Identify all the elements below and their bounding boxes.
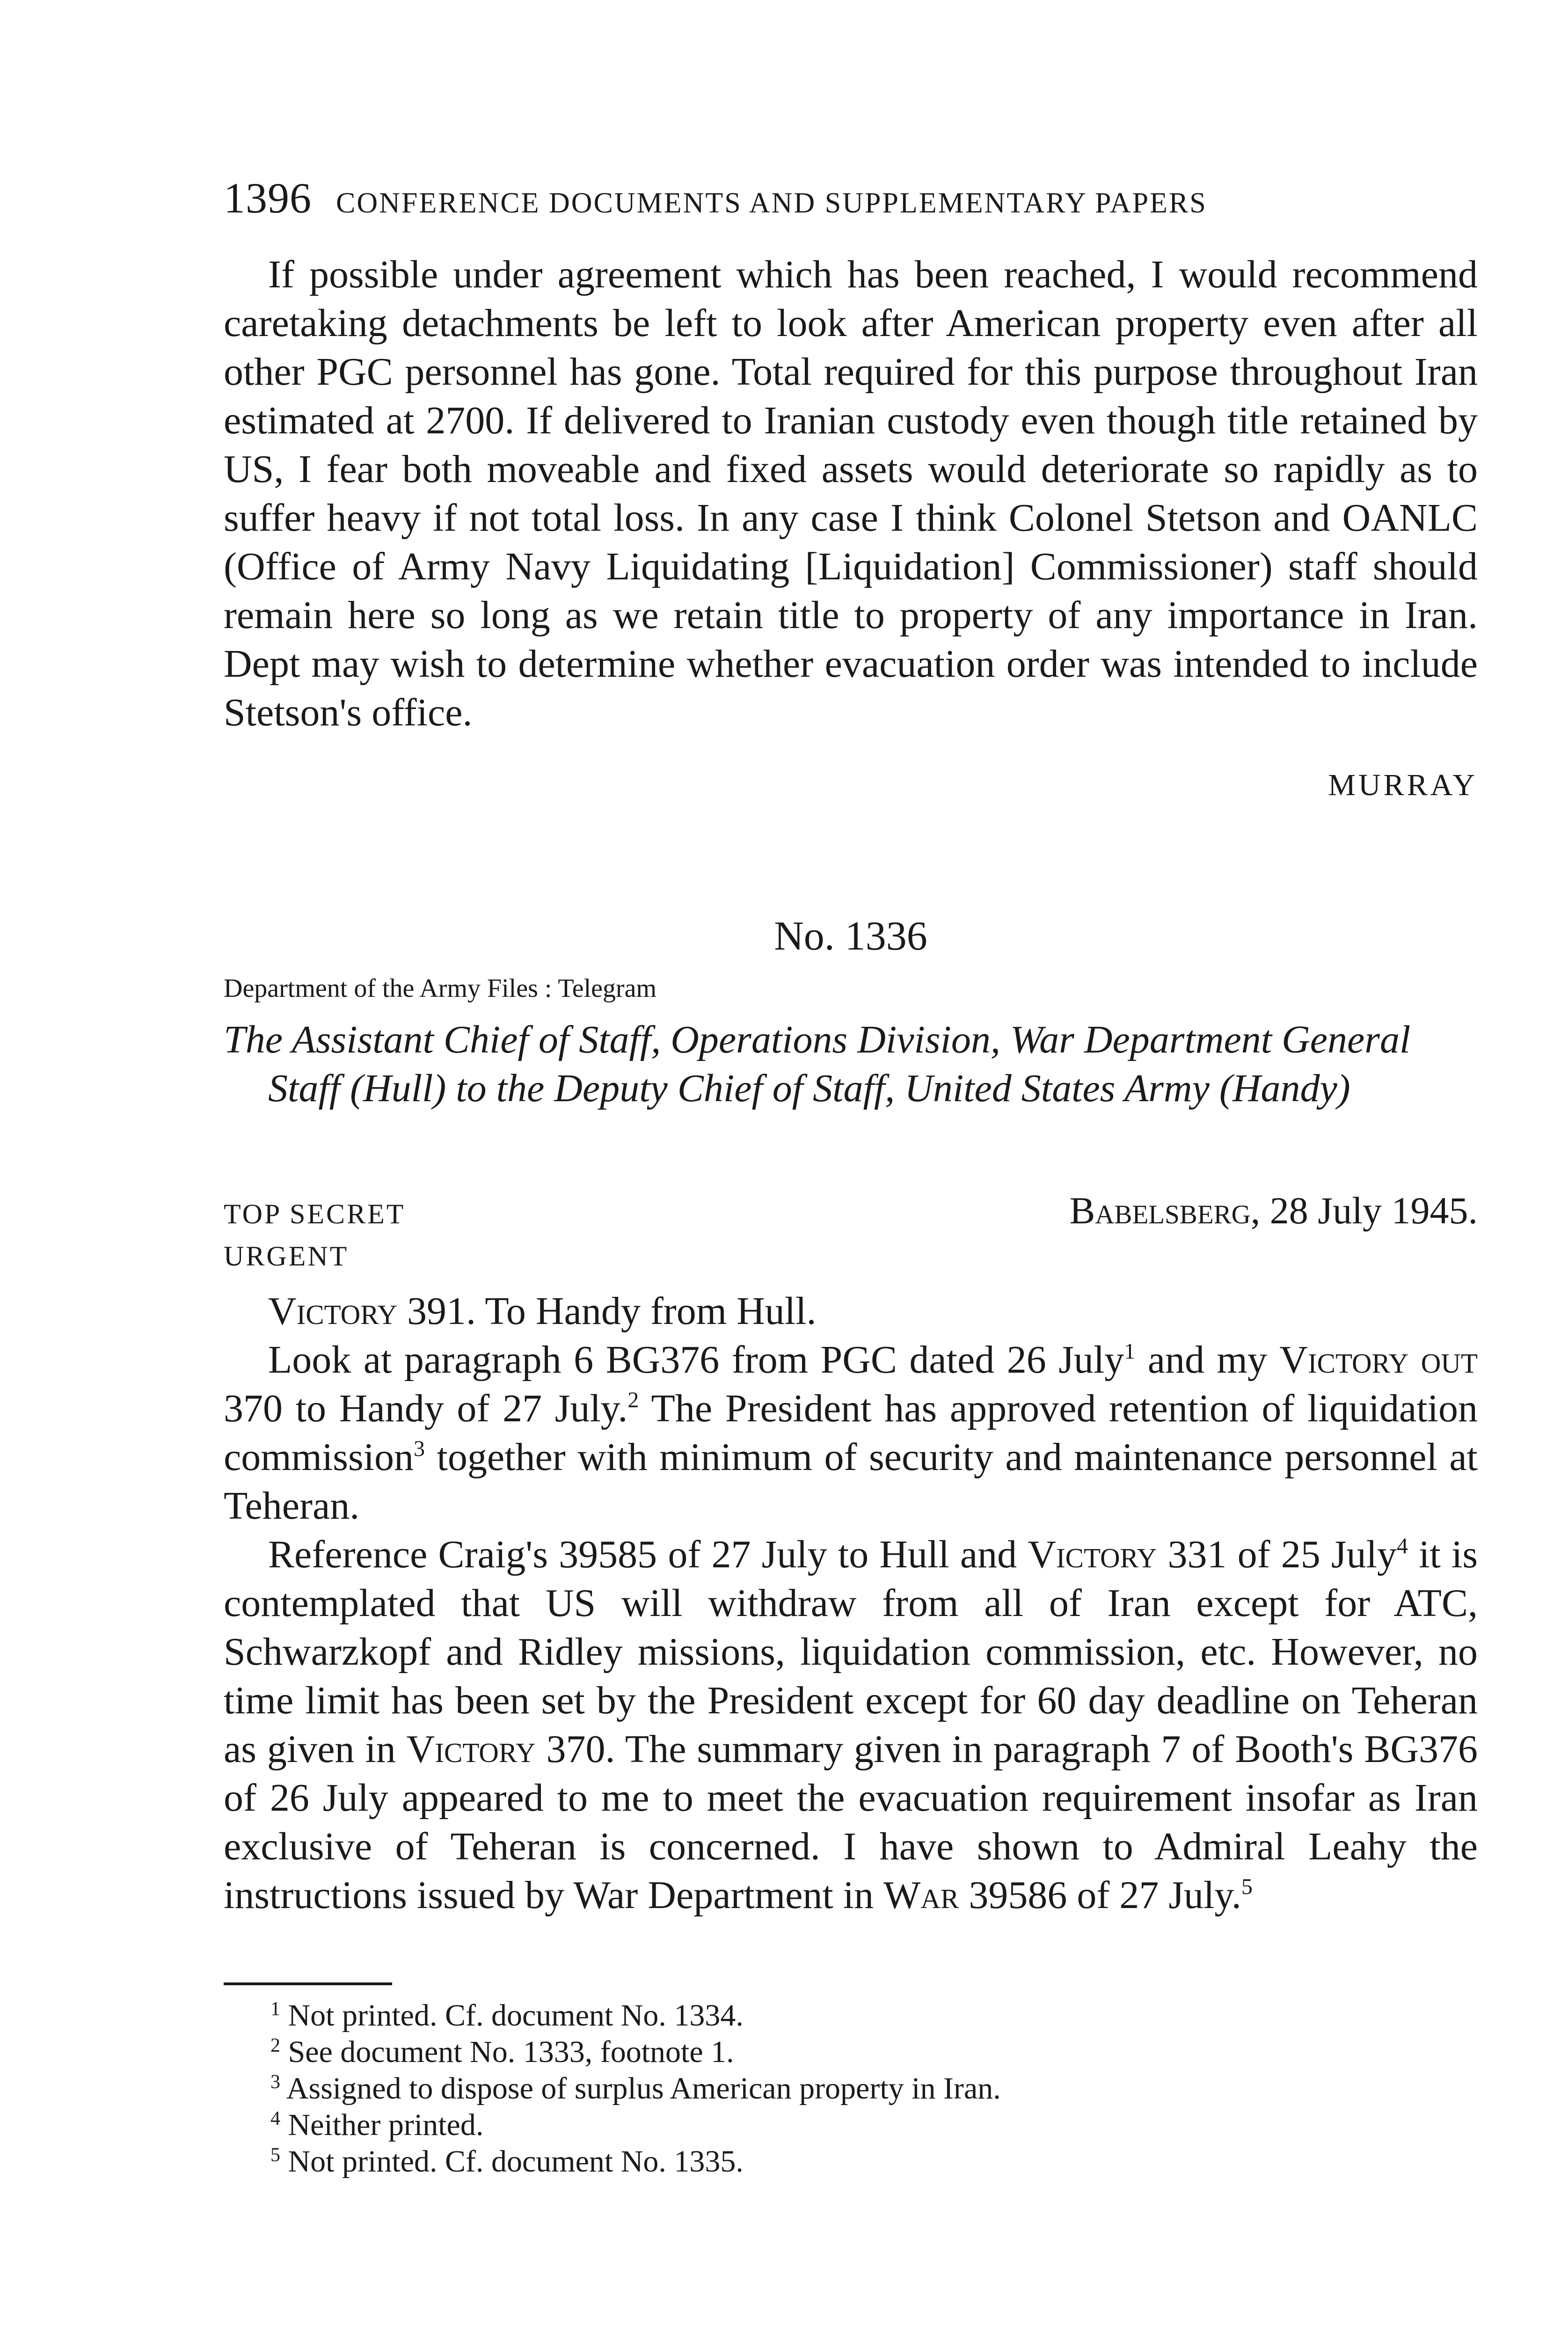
footnote-ref: 2 [627,1388,639,1412]
footnote-ref: 4 [1396,1534,1408,1558]
war-code: War [883,1873,959,1917]
telegram-paragraph-3 [224,1530,1478,1920]
paragraph-text: 331 of 25 July [1157,1533,1397,1576]
body-paragraph: If possible under agreement which has been reached, I would recommend caretaking detachments be left to look after American property even after all other PGC personnel has gone. Total required for this purpose throughout Iran estimated at 2700. If delivered to Iranian custody even though title retained by US, I fear both moveable and fixed assets would deteriorate so rapidly as to suffer heavy if not total loss. In any case I think Colonel Stetson and OANLC (Office of Army Navy Liquidating [Liquidation] Commissioner) staff should remain here so long as we retain title to property of any importance in Iran. Dept may wish to determine whether evacuation order was intended to include Stetson's office. [224,253,1478,734]
victory-code: Victory [406,1727,536,1771]
victory-code: Victory [1028,1533,1157,1576]
dateline-place: Babelsberg [1069,1189,1251,1232]
victory-out-code: Victory out [1279,1338,1478,1382]
footnote-ref: 5 [1241,1874,1253,1899]
footnote [224,2034,1478,2070]
footnote-text: Not printed. Cf. document No. 1335. [288,2144,744,2179]
footnote-text: See document No. 1333, footnote 1. [288,2035,734,2069]
paragraph-text: 370 to Handy of 27 July. [224,1387,628,1430]
paragraph-text: Look at paragraph 6 BG376 from PGC dated 26 July [268,1338,1124,1382]
telegram-paragraph-1 [224,1287,1478,1336]
document-heading: The Assistant Chief of Staff, Operations Division, War Department General Staff (Hull) to the Deputy Chief of Staff, United States Army (Handy) [224,1018,1411,1110]
page-number: 1396 [224,174,312,222]
footnote-text: Not printed. Cf. document No. 1334. [288,1998,744,2033]
paragraph-text: together with minimum of security and maintenance personnel at Teheran. [224,1435,1478,1528]
footnote-ref: 3 [414,1436,425,1461]
classification-dateline-row [224,1189,1478,1233]
classification: TOP SECRET [224,1199,406,1229]
footnote [224,2070,1478,2107]
paragraph-text: The President has approved retention of liquidation commission [224,1387,1478,1479]
footnote-text: Assigned to dispose of surplus American property in Iran. [286,2071,1001,2106]
document-number: No. 1336 [774,914,927,959]
footnote-mark: 5 [270,2144,280,2166]
running-title: CONFERENCE DOCUMENTS AND SUPPLEMENTARY PAPERS [336,187,1207,219]
footnote-text: Neither printed. [288,2108,484,2142]
dateline-date: , 28 July 1945. [1250,1189,1478,1232]
footnote-divider [224,1982,392,1985]
signature: MURRAY [1328,768,1478,802]
telegram-body [224,1287,1478,1920]
paragraph-text: 370. The summary given in paragraph 7 of Booth's BG376 of 26 July appeared to me to meet the evacuation requirement insofar as Iran exclusive of Teheran is concerned. I have shown to Admiral Leahy the instructions issued by War Department in [224,1727,1478,1917]
running-head [224,173,1478,225]
dateline [1070,1189,1478,1233]
footnote-mark: 3 [270,2071,280,2093]
paragraph-text: and my [1135,1338,1280,1382]
footnote [224,1997,1478,2034]
footnote-mark: 1 [270,1998,280,2020]
paragraph-text: it is contemplated that US will withdraw from all of Iran except for ATC, Schwarzkopf and Ridley missions, liquidation commission, etc. However, no time limit has been set by the President except for 60 day deadline on Teheran as given in [224,1533,1478,1771]
document-heading-block [224,1016,1478,1113]
paragraph-text: 39586 of 27 July. [959,1873,1241,1917]
previous-document-continuation [224,250,1478,737]
telegram-paragraph-2 [224,1336,1478,1530]
footnote-ref: 1 [1124,1339,1136,1364]
footnote [224,2143,1478,2180]
paragraph-text: Reference Craig's 39585 of 27 July to Hull and [268,1533,1028,1576]
paragraph-text: 391. To Handy from Hull. [397,1289,817,1333]
footnote-mark: 4 [270,2108,280,2129]
victory-code: Victory [268,1289,397,1333]
urgency-label: URGENT [224,1241,349,1272]
source-line: Department of the Army Files : Telegram [224,974,657,1003]
footnotes [224,1997,1478,2180]
footnote-mark: 2 [270,2035,280,2056]
footnote [224,2107,1478,2143]
